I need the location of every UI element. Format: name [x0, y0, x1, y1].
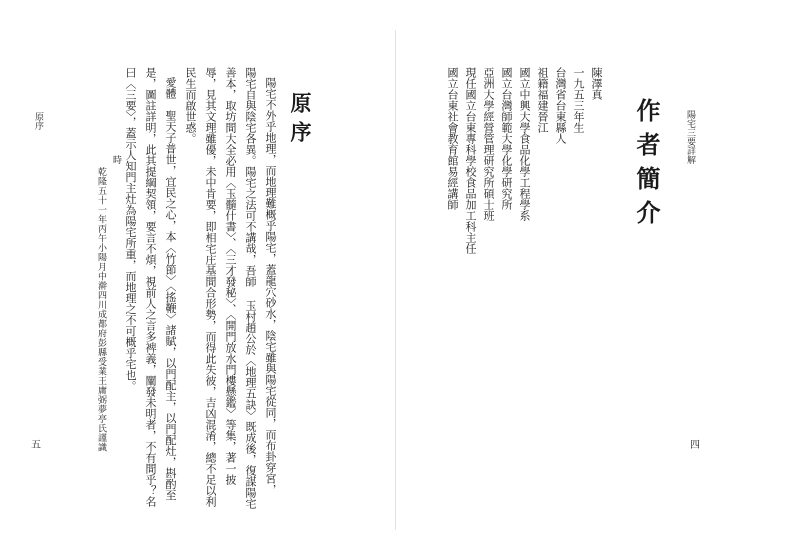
left-page	[0, 0, 396, 557]
signature-label: 時	[111, 155, 121, 165]
paragraph-line: 愛體 聖天子普世，宜民之心，本〈竹節〉〈搖鞭〉諸賦，以門配主，以門配灶，斟酌至	[164, 77, 177, 501]
bio-line: 國立台東社會教育館易經講師	[446, 67, 459, 210]
paragraph-line: 陽宅不外乎地理，而地理難概乎陽宅，蓋龍穴砂水，陰宅雖與陽宅從同，而布卦穿宮，	[264, 77, 277, 495]
page-title: 作者簡介	[632, 98, 661, 234]
running-head: 原序	[33, 112, 43, 130]
paragraph-line: 曰〈三要〉，蓋示人知門主灶為陽宅所重，而地理之不可概乎宅也。	[124, 67, 137, 392]
page-number: 四	[690, 440, 700, 451]
bio-line: 國立台灣師範大學化學研究所	[500, 67, 513, 210]
bio-line: 國立中興大學食品化學工程學系	[518, 67, 531, 221]
page-number: 五	[31, 440, 41, 451]
page-title: 原序	[288, 92, 313, 150]
paragraph-line: 是，圖註詳明，此其提綱契領，要言不煩，視前人之言多裨義，闡發未明者，不有間乎？名	[144, 67, 157, 507]
signature-line: 乾隆五十一年丙午小陽月中澣四川成都府彭縣受業王庸弼夢亭氏謹識	[96, 167, 106, 452]
paragraph-line: 辱，見其文理雖優，未中肯要，即相宅庄基間合形勢，而得此失彼，吉凶混淆，總不足以利	[204, 67, 217, 507]
paragraph-line: 民生而啟世惑。	[184, 67, 197, 144]
bio-line: 陳澤真	[590, 67, 603, 100]
bio-line: 亞洲大學經營管理研究所碩士班	[482, 67, 495, 221]
bio-line: 現任國立台東專科學校食品加工科主任	[464, 67, 477, 254]
bio-line: 祖籍福建晉江	[536, 67, 549, 133]
bio-line: 一九五三年生	[572, 67, 585, 133]
right-page	[396, 0, 793, 557]
bio-line: 台灣省台東縣人	[554, 67, 567, 144]
paragraph-line: 陽宅自與陰宅各異。陽宅之法可不講哉，吾師 玉村趙公於〈地理五訣〉既成後，復謀陽宅	[244, 67, 257, 509]
paragraph-line: 善本，取坊間大全必用〈玉髓什書〉、〈三才發秘〉、〈開門放水門樓懸鑑〉等集，著一披	[224, 67, 237, 485]
running-head: 陽宅三要詳解	[685, 110, 695, 164]
